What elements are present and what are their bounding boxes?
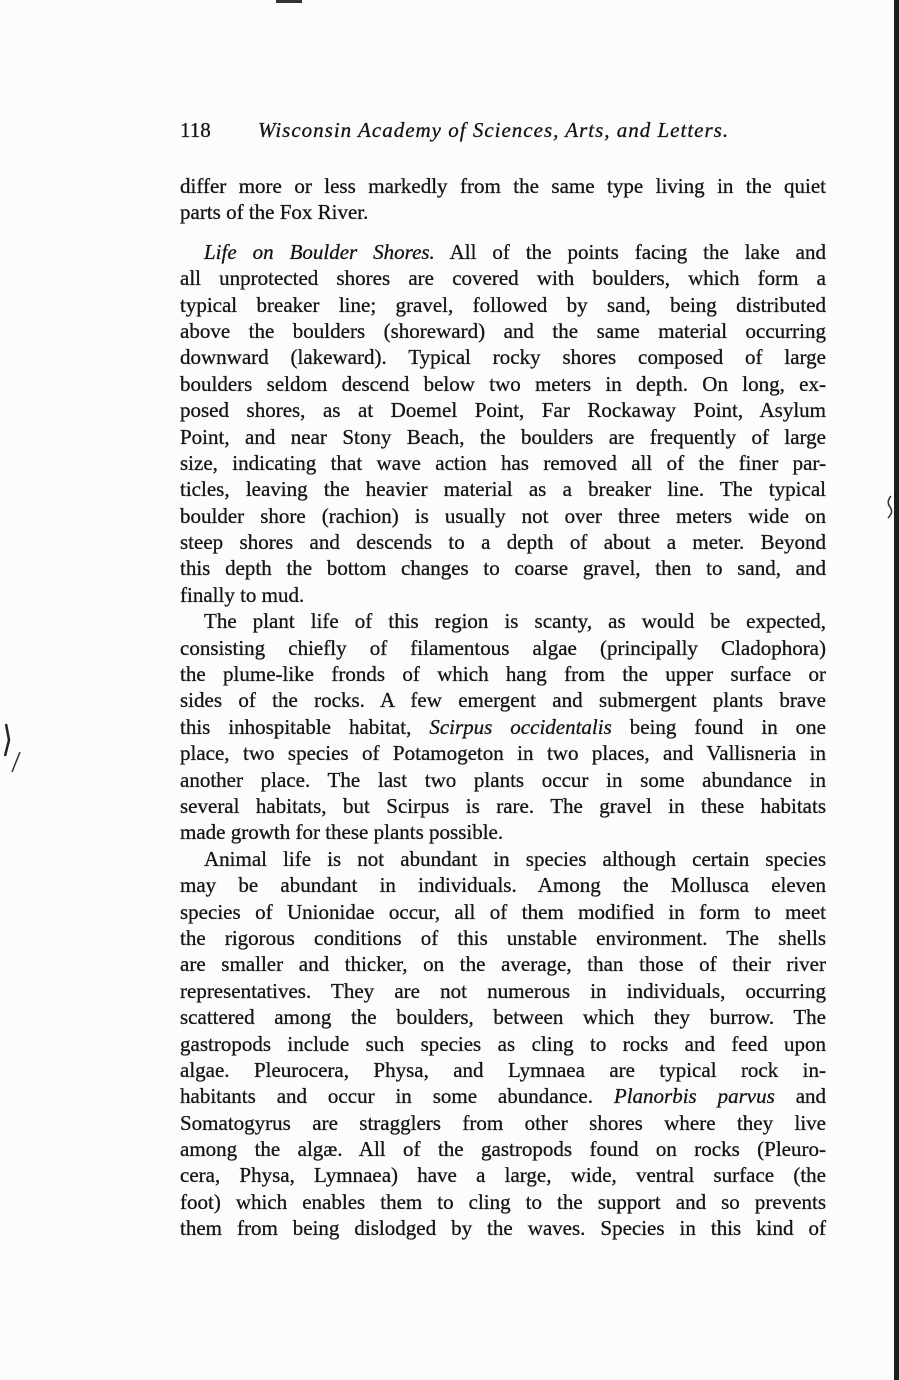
text-line: representatives. They are not numerous in individuals, occurring — [180, 978, 826, 1003]
paragraph — [180, 608, 826, 846]
text-segment: habitants and occur in some abundance. — [180, 1084, 593, 1109]
text-line: size, indicating that wave action has removed all of the finer par- — [180, 450, 826, 475]
text-line — [180, 714, 826, 740]
text-segment: being found in one — [629, 714, 826, 739]
text-line: algae. Pleurocera, Physa, and Lymnaea are typical rock in- — [180, 1057, 826, 1082]
text-line: are smaller and thicker, on the average, than those of their river — [180, 952, 826, 977]
section-heading: Life on Boulder Shores. — [204, 239, 435, 264]
text-line: gastropods include such species as cling to rocks and feed upon — [180, 1031, 826, 1056]
text-line: the rigorous conditions of this unstable environment. The shells — [180, 925, 826, 950]
scan-mark — [884, 494, 894, 520]
text-line — [180, 1083, 826, 1109]
text-line: consisting chiefly of filamentous algae (principally Cladophora) — [180, 635, 826, 660]
text-line: typical breaker line; gravel, followed by sand, being distributed — [180, 292, 826, 317]
text-line: the plume-like fronds of which hang from the upper surface or — [180, 662, 826, 687]
text-line: another place. The last two plants occur in some abundance in — [180, 767, 826, 792]
text-line: Animal life is not abundant in species although certain species — [204, 846, 826, 871]
text-line: made growth for these plants possible. — [180, 820, 504, 845]
running-header — [180, 117, 826, 143]
scan-mark — [0, 722, 24, 774]
text-line: finally to mud. — [180, 582, 305, 607]
text-segment: this inhospitable habitat, — [180, 714, 412, 739]
scan-mark — [276, 0, 302, 3]
running-title: Wisconsin Academy of Sciences, Arts, and Letters. — [258, 118, 730, 142]
text-line: among the algæ. All of the gastropods found on rocks (Pleuro- — [180, 1137, 826, 1162]
text-line: Somatogyrus are stragglers from other shores where they live — [180, 1110, 826, 1135]
text-line: The plant life of this region is scanty, as would be expected, — [204, 609, 826, 634]
text-line: species of Unionidae occur, all of them modified in form to meet — [180, 899, 826, 924]
text-line: ticles, leaving the heavier material as a breaker line. The typical — [180, 477, 826, 502]
text-line: cera, Physa, Lymnaea) have a large, wide, ventral surface (the — [180, 1163, 826, 1188]
text-line: foot) which enables them to cling to the support and so prevents — [180, 1189, 826, 1214]
paragraph — [180, 173, 826, 226]
page-number: 118 — [180, 118, 211, 142]
text-line: sides of the rocks. A few emergent and submergent plants brave — [180, 688, 826, 713]
text-line: several habitats, but Scirpus is rare. The gravel in these habitats — [180, 793, 826, 818]
scan-edge — [894, 0, 899, 1380]
text-line: them from being dislodged by the waves. Species in this kind of — [180, 1216, 826, 1241]
text-line: this depth the bottom changes to coarse gravel, then to sand, and — [180, 556, 826, 581]
text-line: all unprotected shores are covered with boulders, which form a — [180, 266, 826, 291]
text-line: above the boulders (shoreward) and the same material occurring — [180, 318, 826, 343]
text-line: downward (lakeward). Typical rocky shores composed of large — [180, 345, 826, 370]
text-segment: All of the points facing the lake and — [449, 239, 826, 264]
text-line — [180, 239, 826, 265]
text-line: posed shores, as at Doemel Point, Far Rockaway Point, Asylum — [180, 398, 826, 423]
text-segment: and — [795, 1084, 827, 1109]
text-line: differ more or less markedly from the same type living in the quiet — [180, 174, 826, 198]
text-line: parts of the Fox River. — [180, 200, 369, 225]
text-line: may be abundant in individuals. Among the Mollusca eleven — [180, 873, 826, 898]
text-line: boulders seldom descend below two meters in depth. On long, ex- — [180, 371, 826, 396]
paragraph — [180, 239, 826, 608]
text-line: steep shores and descends to a depth of about a meter. Beyond — [180, 530, 826, 555]
species-name: Planorbis parvus — [613, 1084, 775, 1109]
species-name: Scirpus occidentalis — [429, 714, 612, 739]
paragraph — [180, 846, 826, 1242]
text-line: scattered among the boulders, between which they burrow. The — [180, 1005, 826, 1030]
text-line: Point, and near Stony Beach, the boulders are frequently of large — [180, 424, 826, 449]
text-line: place, two species of Potamogeton in two places, and Vallisneria in — [180, 741, 826, 766]
body-text — [180, 173, 826, 1242]
text-line: boulder shore (rachion) is usually not over three meters wide on — [180, 503, 826, 528]
